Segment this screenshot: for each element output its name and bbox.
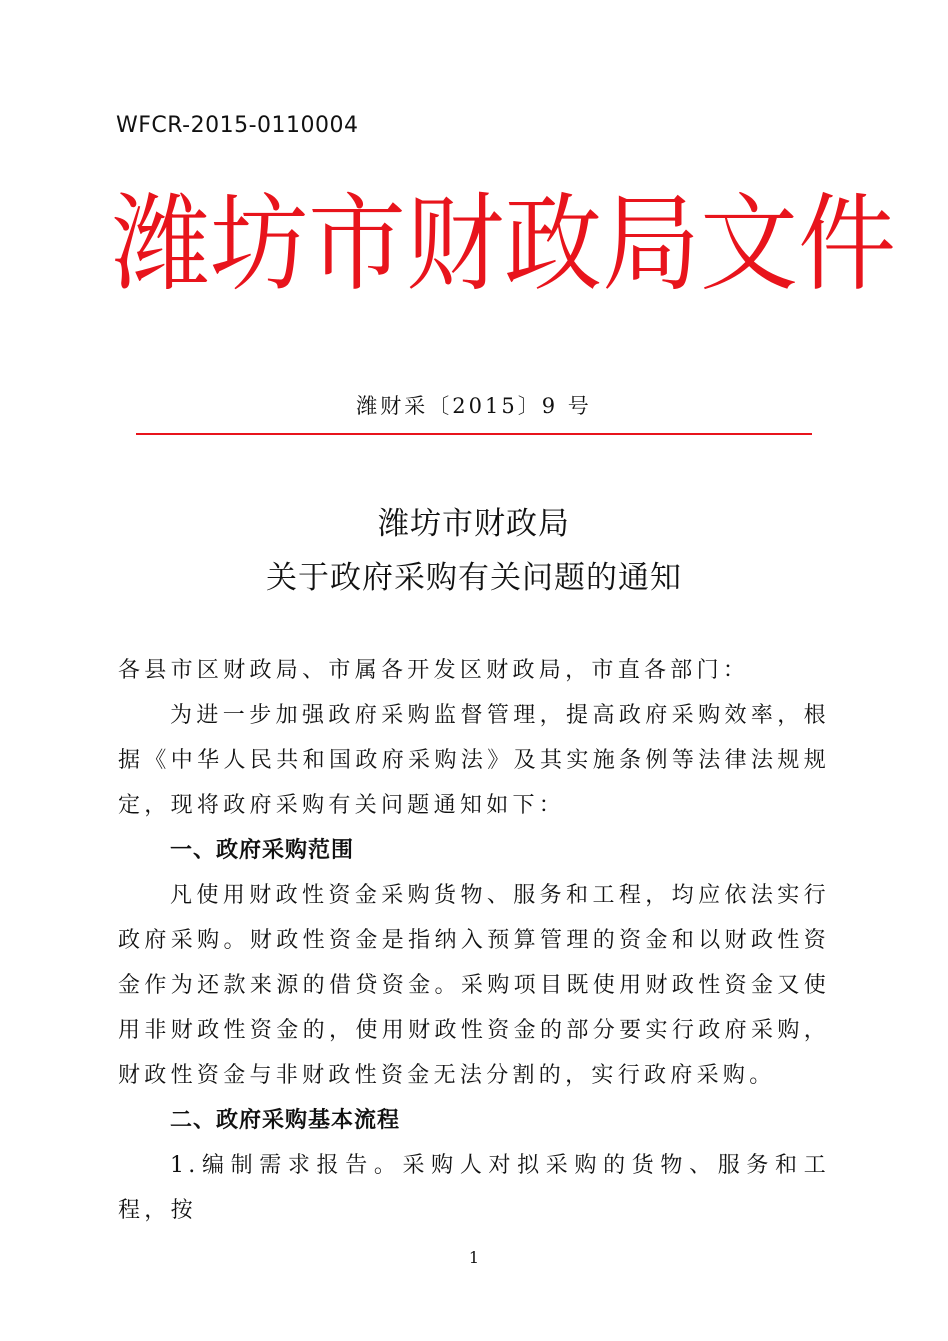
red-divider — [136, 433, 812, 435]
document-title-line-1: 潍坊市财政局 — [378, 506, 570, 542]
issue-number: 潍财采〔2015〕9 号 — [356, 394, 592, 418]
document-number: WFCR-2015-0110004 — [116, 113, 359, 138]
section-2-item-1: 1.编制需求报告。采购人对拟采购的货物、服务和工程，按 — [118, 1153, 830, 1223]
section-heading-1: 一、政府采购范围 — [170, 838, 355, 863]
page-number: 1 — [468, 1248, 480, 1267]
document-body — [118, 648, 830, 1233]
section-heading-2: 二、政府采购基本流程 — [170, 1108, 401, 1133]
section-1-paragraph: 凡使用财政性资金采购货物、服务和工程，均应依法实行政府采购。财政性资金是指纳入预算管理的资金和以财政性资金作为还款来源的借贷资金。采购项目既使用财政性资金又使用非财政性资金的，使用财政性资金的部分要实行政府采购，财政性资金与非财政性资金无法分割的，实行政府采购。 — [118, 883, 830, 1088]
masthead-title: 潍坊市财政局文件 — [112, 183, 897, 307]
document-title-line-2: 关于政府采购有关问题的通知 — [266, 560, 682, 596]
salutation: 各县市区财政局、市属各开发区财政局，市直各部门： — [118, 658, 750, 683]
intro-paragraph: 为进一步加强政府采购监督管理，提高政府采购效率，根据《中华人民共和国政府采购法》及其实施条例等法律法规规定，现将政府采购有关问题通知如下： — [118, 703, 830, 818]
